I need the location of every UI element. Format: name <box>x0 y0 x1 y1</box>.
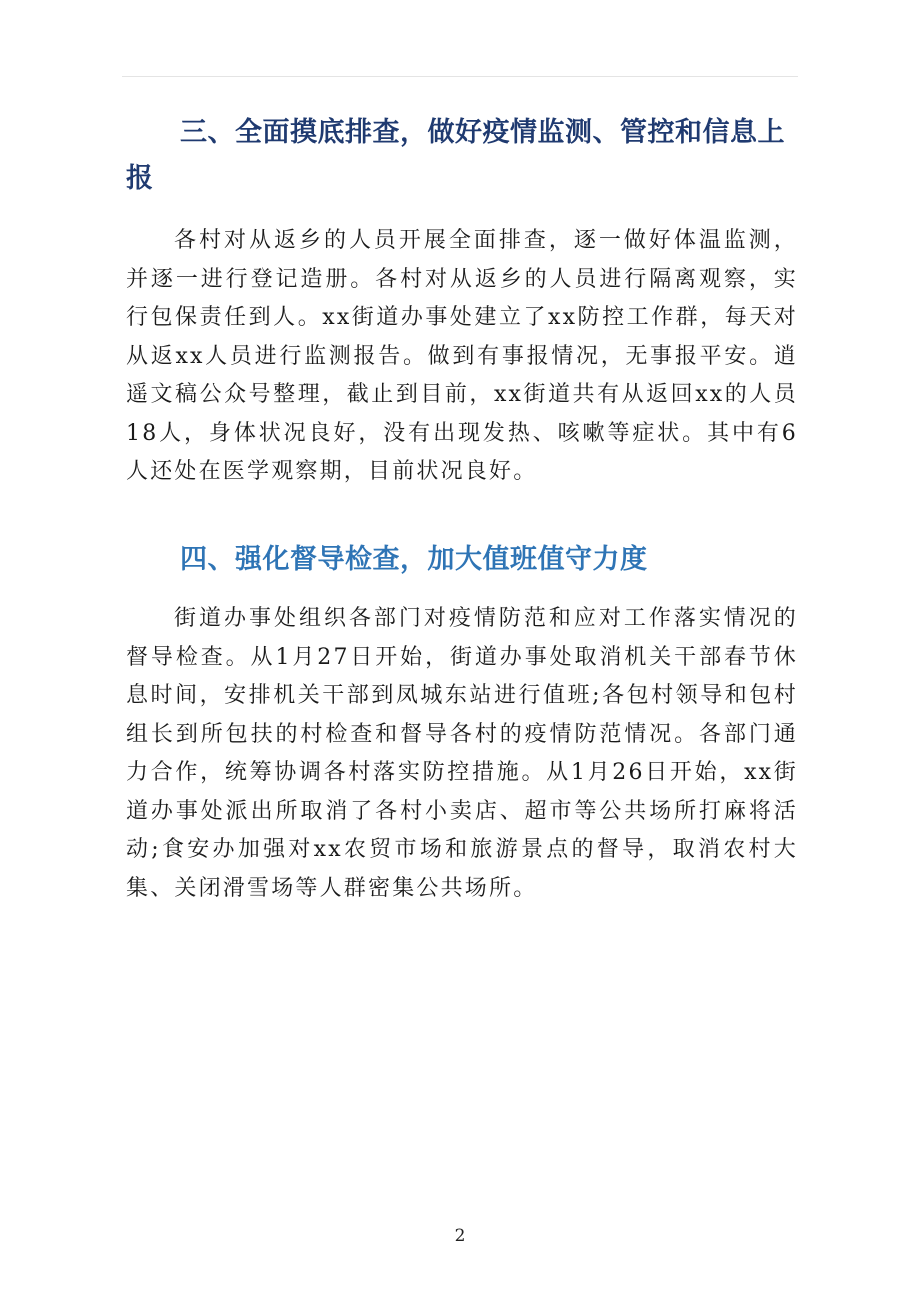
section-paragraph-3: 各村对从返乡的人员开展全面排查，逐一做好体温监测，并逐一进行登记造册。各村对从返乡的人员进行隔离观察，实行包保责任到人。xx街道办事处建立了xx防控工作群，每天对从返xx人员进行监测报告。做到有事报情况，无事报平安。逍遥文稿公众号整理，截止到目前，xx街道共有从返回xx的人员18人，身体状况良好，没有出现发热、咳嗽等症状。其中有6人还处在医学观察期，目前状况良好。 <box>126 228 798 484</box>
header-divider <box>122 76 798 77</box>
section-paragraph-4: 街道办事处组织各部门对疫情防范和应对工作落实情况的督导检查。从1月27日开始，街道办事处取消机关干部春节休息时间，安排机关干部到凤城东站进行值班;各包村领导和包村组长到所包扶的村检查和督导各村的疫情防范情况。各部门通力合作，统筹协调各村落实防控措施。从1月26日开始，xx街道办事处派出所取消了各村小卖店、超市等公共场所打麻将活动;食安办加强对xx农贸市场和旅游景点的督导，取消农村大集、关闭滑雪场等人群密集公共场所。 <box>126 606 798 901</box>
page-number: 2 <box>454 1226 466 1246</box>
section-heading-4: 四、强化督导检查，加大值班值守力度 <box>180 544 648 575</box>
section-heading-3: 三、全面摸底排查，做好疫情监测、管控和信息上报 <box>126 117 785 194</box>
